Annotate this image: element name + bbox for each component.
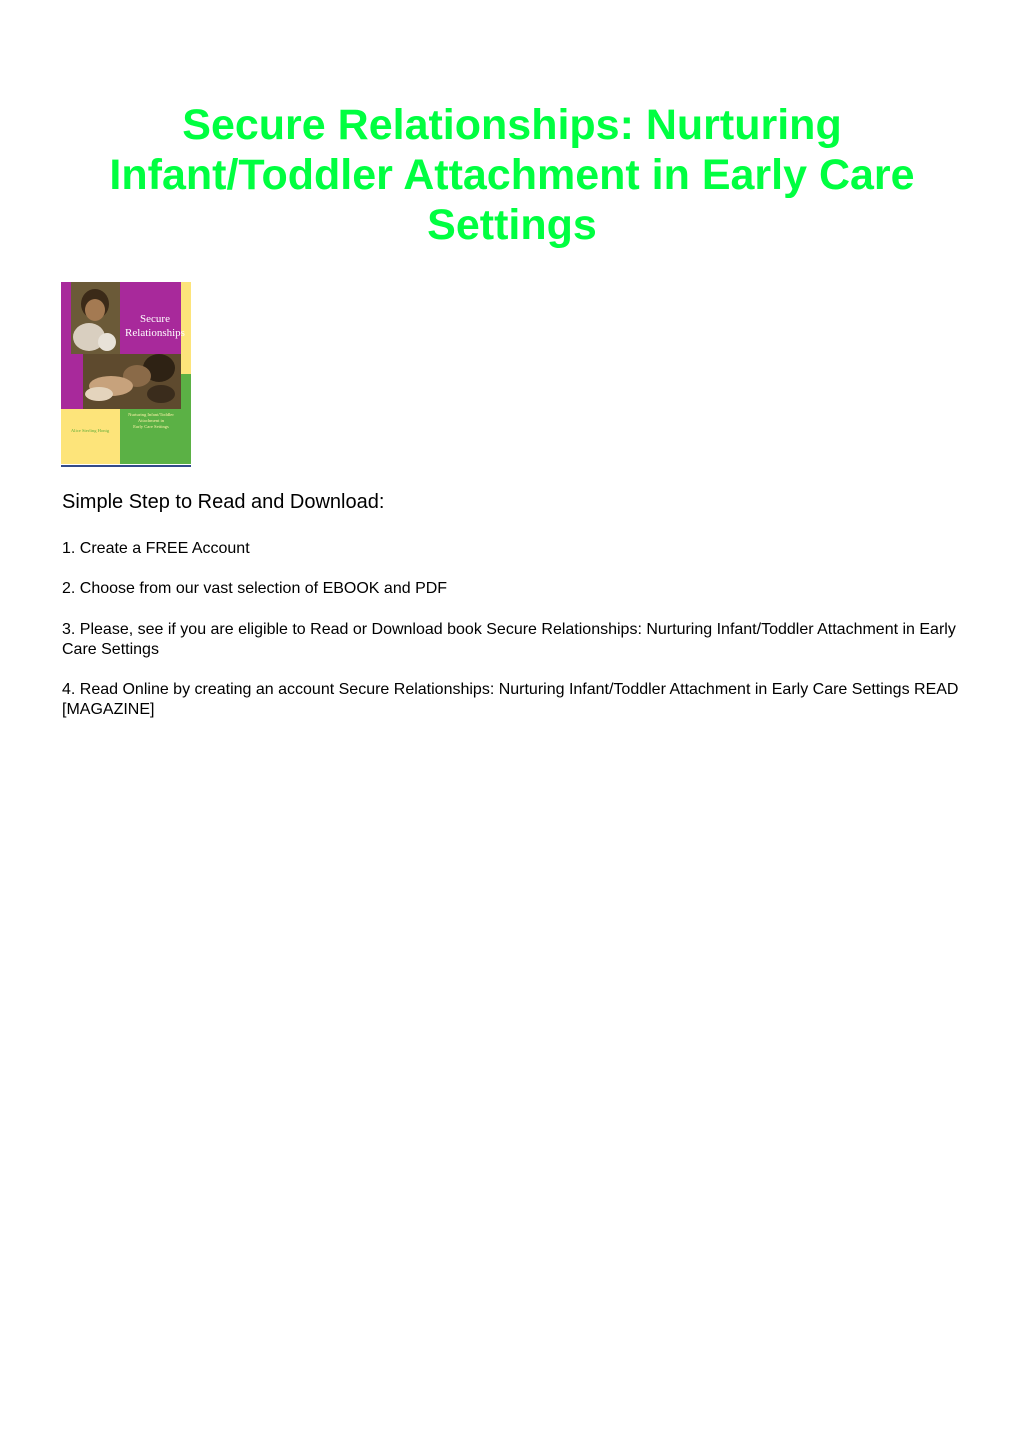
cover-underline [61, 465, 191, 467]
instructions-heading: Simple Step to Read and Download: [62, 491, 385, 513]
step-item: 1. Create a FREE Account [62, 540, 250, 557]
cover-subtitle [121, 412, 181, 430]
cover-author: Alice Sterling Honig [70, 428, 110, 433]
cover-subtitle-line: Attachment in [137, 418, 165, 423]
book-cover-art [61, 282, 191, 464]
step-item: 4. Read Online by creating an account Secure Relationships: Nurturing Infant/Toddler Attachment in Early Care Settings READ [MAGAZINE] [62, 681, 959, 718]
cover-subtitle-line: Early Care Settings [133, 424, 169, 429]
cover-subtitle-line: Nurturing Infant/Toddler [128, 412, 174, 417]
cover-title [120, 312, 190, 340]
book-cover-image [61, 282, 191, 464]
step-item: 3. Please, see if you are eligible to Read or Download book Secure Relationships: Nurturing Infant/Toddler Attachment in Early Care Settings [62, 621, 956, 658]
step-item: 2. Choose from our vast selection of EBOOK and PDF [62, 580, 448, 597]
cover-title-line: Secure [140, 313, 170, 325]
cover-title-line: Relationships [125, 327, 185, 339]
page-title: Secure Relationships: Nurturing Infant/Toddler Attachment in Early Care Settings [109, 101, 915, 249]
